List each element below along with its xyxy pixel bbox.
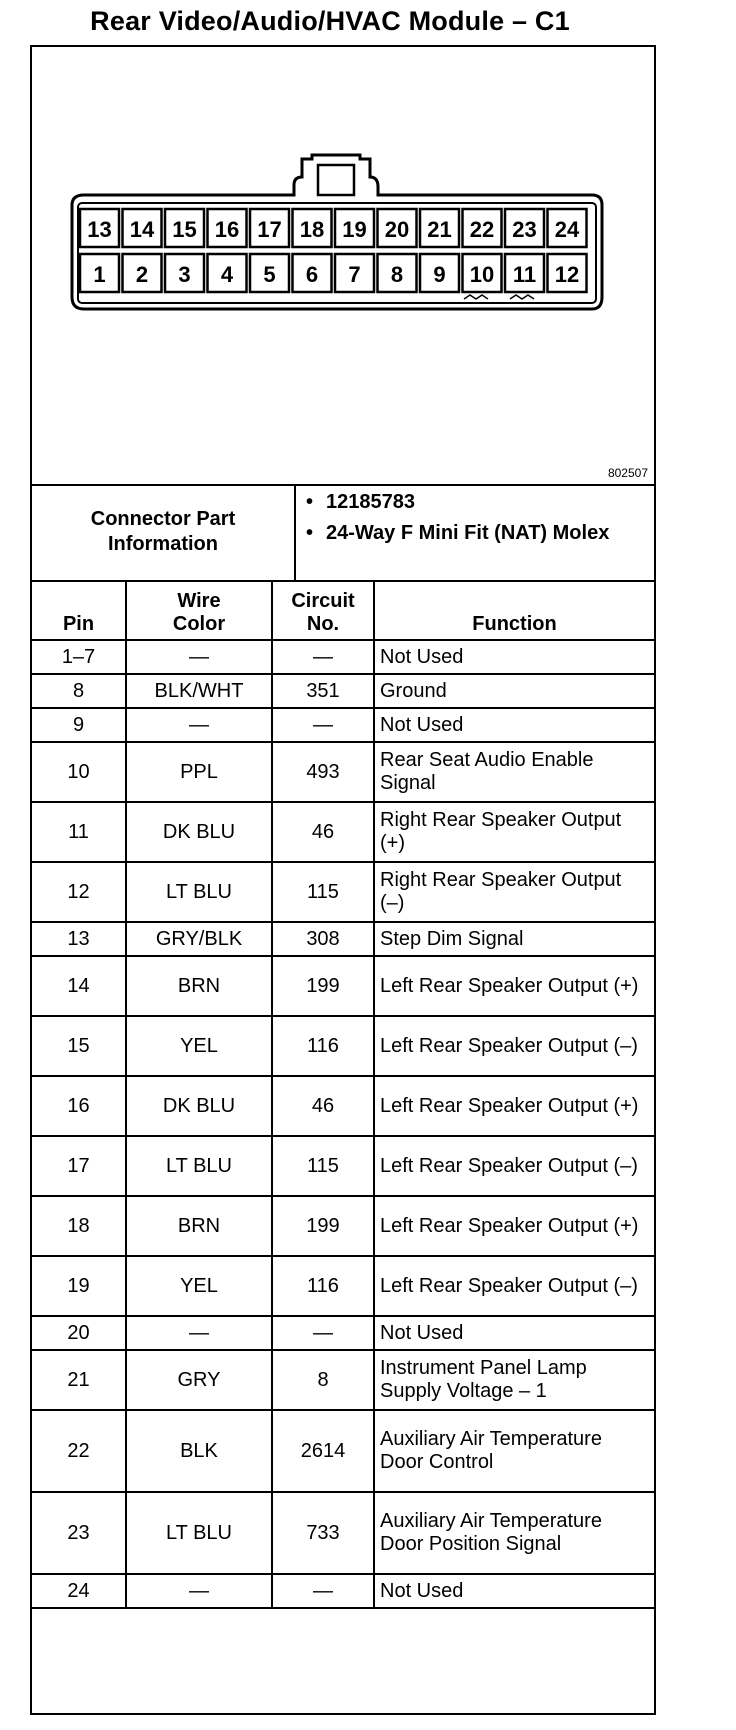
header-pin: Pin: [32, 582, 126, 640]
wire-color-cell: YEL: [126, 1256, 272, 1316]
wire-color-cell: LT BLU: [126, 1136, 272, 1196]
wire-color-cell: —: [126, 640, 272, 674]
table-row: [32, 1256, 654, 1316]
circuit-cell: 351: [272, 674, 374, 708]
connector-part-description: • 24-Way F Mini Fit (NAT) Molex: [306, 522, 610, 544]
function-cell: Left Rear Speaker Output (–): [374, 1256, 654, 1316]
pin-number: 16: [214, 217, 240, 242]
bullet-icon: •: [306, 491, 314, 513]
pin-number: 2: [135, 262, 149, 287]
table-row: [32, 922, 654, 956]
table-row: [32, 640, 654, 674]
table-row: [32, 742, 654, 802]
table-row: [32, 956, 654, 1016]
circuit-cell: 116: [272, 1016, 374, 1076]
pin-number: 23: [512, 217, 537, 242]
function-cell: Left Rear Speaker Output (+): [374, 956, 654, 1016]
function-cell: Left Rear Speaker Output (–): [374, 1136, 654, 1196]
pin-cell: 11: [32, 802, 126, 862]
circuit-cell: 115: [272, 862, 374, 922]
pin-number: 13: [87, 217, 112, 242]
wire-color-cell: BRN: [126, 1196, 272, 1256]
header-wire-color: Wire Color: [126, 582, 272, 640]
wire-color-cell: BLK/WHT: [126, 674, 272, 708]
connector-key-marks: [464, 295, 534, 299]
circuit-cell: 199: [272, 1196, 374, 1256]
pin-cell: 20: [32, 1316, 126, 1350]
connector-part-values: [304, 490, 644, 552]
function-cell: Auxiliary Air Temperature Door Control: [374, 1410, 654, 1492]
function-cell: Auxiliary Air Temperature Door Position Signal: [374, 1492, 654, 1574]
pin-number: 24: [554, 217, 580, 242]
circuit-cell: 116: [272, 1256, 374, 1316]
pin-number: 20: [384, 217, 410, 242]
function-cell: Left Rear Speaker Output (+): [374, 1196, 654, 1256]
page-title: Rear Video/Audio/HVAC Module – C1: [90, 6, 570, 36]
pin-number: 15: [172, 217, 197, 242]
circuit-cell: 493: [272, 742, 374, 802]
pin-number: 22: [469, 217, 495, 242]
figure-id: 802507: [607, 466, 648, 480]
pin-number: 6: [305, 262, 319, 287]
pinout-table: [32, 582, 654, 1609]
function-cell: Not Used: [374, 708, 654, 742]
table-row: [32, 1196, 654, 1256]
pin-cell: 18: [32, 1196, 126, 1256]
pin-number: 10: [469, 262, 495, 287]
function-cell: Instrument Panel Lamp Supply Voltage – 1: [374, 1350, 654, 1410]
circuit-cell: 733: [272, 1492, 374, 1574]
wire-color-cell: LT BLU: [126, 862, 272, 922]
pin-cell: 21: [32, 1350, 126, 1410]
pin-cell: 24: [32, 1574, 126, 1608]
table-row: [32, 1076, 654, 1136]
circuit-cell: 8: [272, 1350, 374, 1410]
table-header-row: [32, 582, 654, 640]
pin-cell: 23: [32, 1492, 126, 1574]
wire-color-cell: —: [126, 708, 272, 742]
pin-cell: 13: [32, 922, 126, 956]
table-row: [32, 1016, 654, 1076]
function-cell: Right Rear Speaker Output (–): [374, 862, 654, 922]
wire-color-cell: —: [126, 1574, 272, 1608]
connector-diagram: [32, 47, 654, 486]
circuit-cell: 308: [272, 922, 374, 956]
function-cell: Not Used: [374, 1316, 654, 1350]
circuit-cell: 115: [272, 1136, 374, 1196]
pinout-rows: [32, 640, 654, 1608]
table-row: [32, 802, 654, 862]
connector-part-number: • 12185783: [306, 491, 415, 513]
connector-part-info: [32, 484, 654, 582]
table-row: [32, 1136, 654, 1196]
connector-sheet: [30, 45, 656, 1715]
wire-color-cell: YEL: [126, 1016, 272, 1076]
function-cell: Left Rear Speaker Output (–): [374, 1016, 654, 1076]
pin-number: 12: [554, 262, 580, 287]
connector-latch: [318, 165, 354, 195]
connector-part-label-line2: Information: [108, 533, 218, 555]
pin-number: 3: [178, 262, 191, 287]
header-function: Function: [374, 582, 654, 640]
circuit-cell: —: [272, 640, 374, 674]
function-cell: Rear Seat Audio Enable Signal: [374, 742, 654, 802]
connector-part-label-line1: Connector Part: [90, 508, 236, 530]
pin-number: 9: [433, 262, 446, 287]
pin-cell: 22: [32, 1410, 126, 1492]
wire-color-cell: DK BLU: [126, 1076, 272, 1136]
wire-color-cell: BLK: [126, 1410, 272, 1492]
pin-cell: 10: [32, 742, 126, 802]
pin-number: 7: [348, 262, 361, 287]
function-cell: Right Rear Speaker Output (+): [374, 802, 654, 862]
pin-number: 11: [512, 262, 537, 287]
table-row: [32, 862, 654, 922]
connector-face-drawing: [32, 47, 654, 484]
header-circuit-no: Circuit No.: [272, 582, 374, 640]
circuit-cell: —: [272, 1574, 374, 1608]
circuit-cell: —: [272, 708, 374, 742]
circuit-cell: 46: [272, 802, 374, 862]
pin-cell: 14: [32, 956, 126, 1016]
wire-color-cell: GRY: [126, 1350, 272, 1410]
table-row: [32, 1316, 654, 1350]
table-row: [32, 674, 654, 708]
pin-number: 18: [299, 217, 325, 242]
wire-color-cell: DK BLU: [126, 802, 272, 862]
table-row: [32, 1492, 654, 1574]
pin-cell: 1–7: [32, 640, 126, 674]
wire-color-cell: GRY/BLK: [126, 922, 272, 956]
pin-number: 17: [257, 217, 282, 242]
connector-part-label: [32, 484, 296, 580]
table-row: [32, 1574, 654, 1608]
table-row: [32, 1350, 654, 1410]
pin-number: 4: [220, 262, 234, 287]
function-cell: Not Used: [374, 1574, 654, 1608]
table-row: [32, 708, 654, 742]
pin-cell: 12: [32, 862, 126, 922]
pin-cell: 8: [32, 674, 126, 708]
pin-number: 19: [342, 217, 367, 242]
circuit-cell: 199: [272, 956, 374, 1016]
pin-number: 5: [263, 262, 276, 287]
function-cell: Not Used: [374, 640, 654, 674]
wire-color-cell: LT BLU: [126, 1492, 272, 1574]
pin-number: 21: [427, 217, 452, 242]
wire-color-cell: PPL: [126, 742, 272, 802]
table-row: [32, 1410, 654, 1492]
pin-number: 14: [129, 217, 155, 242]
pin-cell: 15: [32, 1016, 126, 1076]
circuit-cell: —: [272, 1316, 374, 1350]
bullet-icon: •: [306, 522, 314, 544]
function-cell: Left Rear Speaker Output (+): [374, 1076, 654, 1136]
pin-cell: 9: [32, 708, 126, 742]
pin-cell: 16: [32, 1076, 126, 1136]
circuit-cell: 46: [272, 1076, 374, 1136]
wire-color-cell: —: [126, 1316, 272, 1350]
function-cell: Ground: [374, 674, 654, 708]
pin-cell: 17: [32, 1136, 126, 1196]
wire-color-cell: BRN: [126, 956, 272, 1016]
function-cell: Step Dim Signal: [374, 922, 654, 956]
circuit-cell: 2614: [272, 1410, 374, 1492]
pin-number: 1: [93, 262, 106, 287]
pin-number: 8: [390, 262, 404, 287]
pin-cell: 19: [32, 1256, 126, 1316]
